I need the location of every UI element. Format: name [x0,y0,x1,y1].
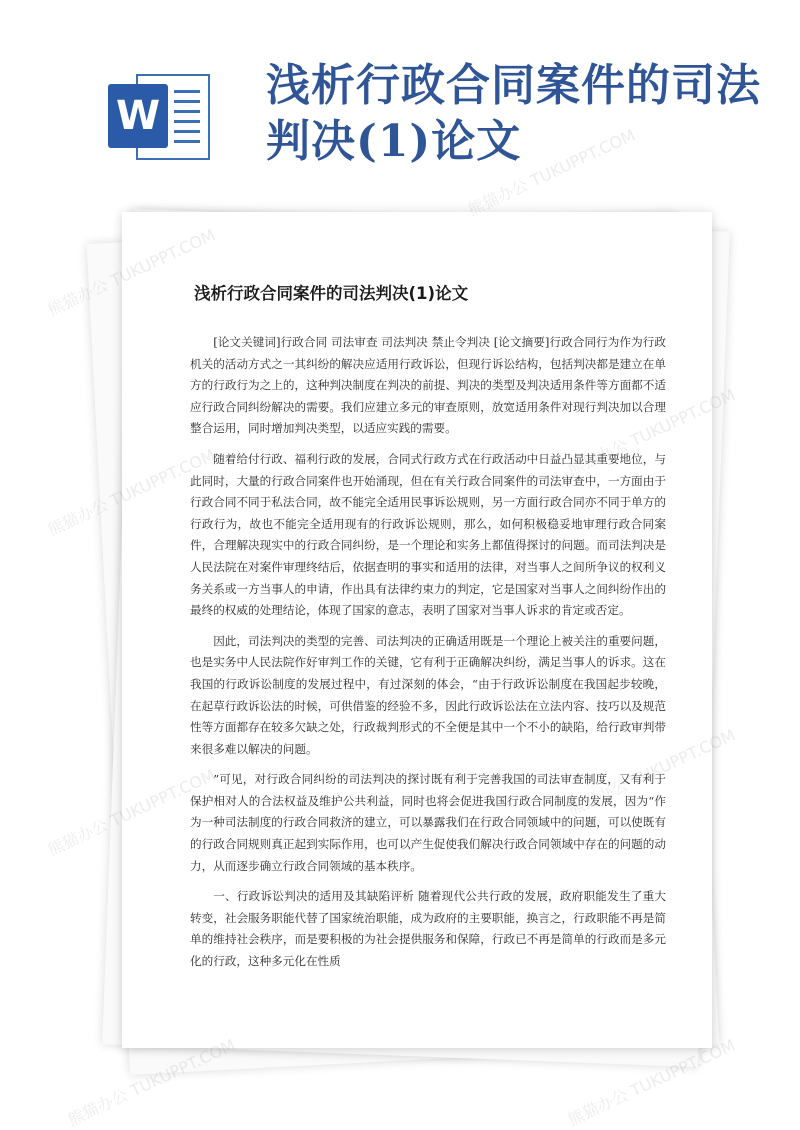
paragraph: [论文关键词]行政合同 司法审查 司法判决 禁止令判决 [论文摘要]行政合同行为作为行政机关的活动方式之一其纠纷的解决应适用行政诉讼，但现行诉讼结构，包括判决都是建立在单方的行政行为之上的，这种判决制度在判决的前提、判决的类型及判决适用条件等方面都不适应行政合同纠纷解决的需要。我们应建立多元的审查原则，放宽适用条件对现行判决加以合理整合运用，同时增加判决类型，以适应实践的需要。 [190,335,666,436]
paragraph: 随着给付行政、福利行政的发展，合同式行政方式在行政活动中日益凸显其重要地位，与此同时，大量的行政合同案件也开始涌现，但在有关行政合同案件的司法审查中，一方面由于行政合同不同于私法合同，故不能完全适用民事诉讼规则，另一方面行政合同亦不同于单方的行政行为，故也不能完全适用现有的行政诉讼规则，那么，如何积极稳妥地审理行政合同案件，合理解决现实中的行政合同纠纷，是一个理论和实务上都值得探讨的问题。而司法判决是人民法院在对案件审理终结后，依据查明的事实和适用的法律，对当事人之间所争议的权利义务关系或一方当事人的申请，作出具有法律约束力的判定，它是国家对当事人之间纠纷作出的最终的权威的处理结论，体现了国家的意志，表明了国家对当事人诉求的肯定或否定。 [190,451,666,618]
watermark: 熊猫办公 [44,275,111,320]
watermark: 熊猫办公 [44,495,111,540]
page-title: 浅析行政合同案件的司法判决(1)论文 [266,60,761,167]
word-w-badge: W [108,84,168,148]
paragraph: ”可见，对行政合同纠纷的司法判决的探讨既有利于完善我国的司法审查制度，又有利于保护相对人的合法权益及维护公共利益，同时也将会促进我国行政合同制度的发展，因为“作为一种司法制度的行政合同救济的建立，可以暴露我们在行政合同领域中的问题，可以使既有的行政合同规则真正起到实际作用，也可以产生促使我们解决行政合同领域中存在的问题的动力，从而逐步确立行政合同领域的基本秩序。 [190,772,666,873]
watermark: 熊猫办公 TUKUPPT.COM [564,1035,739,1130]
word-icon [108,70,218,165]
document-page [122,212,712,1048]
watermark: 熊猫办公 TUKUPPT.COM [64,1035,239,1130]
watermark: 熊猫办公 TUKUPPT.COM [464,125,639,220]
document-title: 浅析行政合同案件的司法判决(1)论文 [194,284,469,303]
document-body [190,332,666,982]
paragraph: 因此，司法判决的类型的完善、司法判决的正确适用既是一个理论上被关注的重要问题，也是实务中人民法院作好审判工作的关键，它有利于正确解决纠纷，满足当事人的诉求。这在我国的行政诉讼制度的发展过程中，有过深刻的体会，“由于行政诉讼制度在我国起步较晚，在起草行政诉讼法的时候，可供借鉴的经验不多，因此行政诉讼法在立法内容、技巧以及规范性等方面都存在较多欠缺之处，行政裁判形式的不全便是其中一个不小的缺陷，给行政审判带来很多难以解决的问题。 [190,633,666,756]
paragraph: 一、行政诉讼判决的适用及其缺陷评析 随着现代公共行政的发展，政府职能发生了重大转变，社会服务职能代替了国家统治职能，成为政府的主要职能，换言之，行政职能不再是简单的维持社会秩序，而是要积极的为社会提供服务和保障，行政已不再是简单的行政而是多元化的行政，这种多元化在性质 [190,889,666,969]
watermark: 熊猫办公 [44,815,111,860]
